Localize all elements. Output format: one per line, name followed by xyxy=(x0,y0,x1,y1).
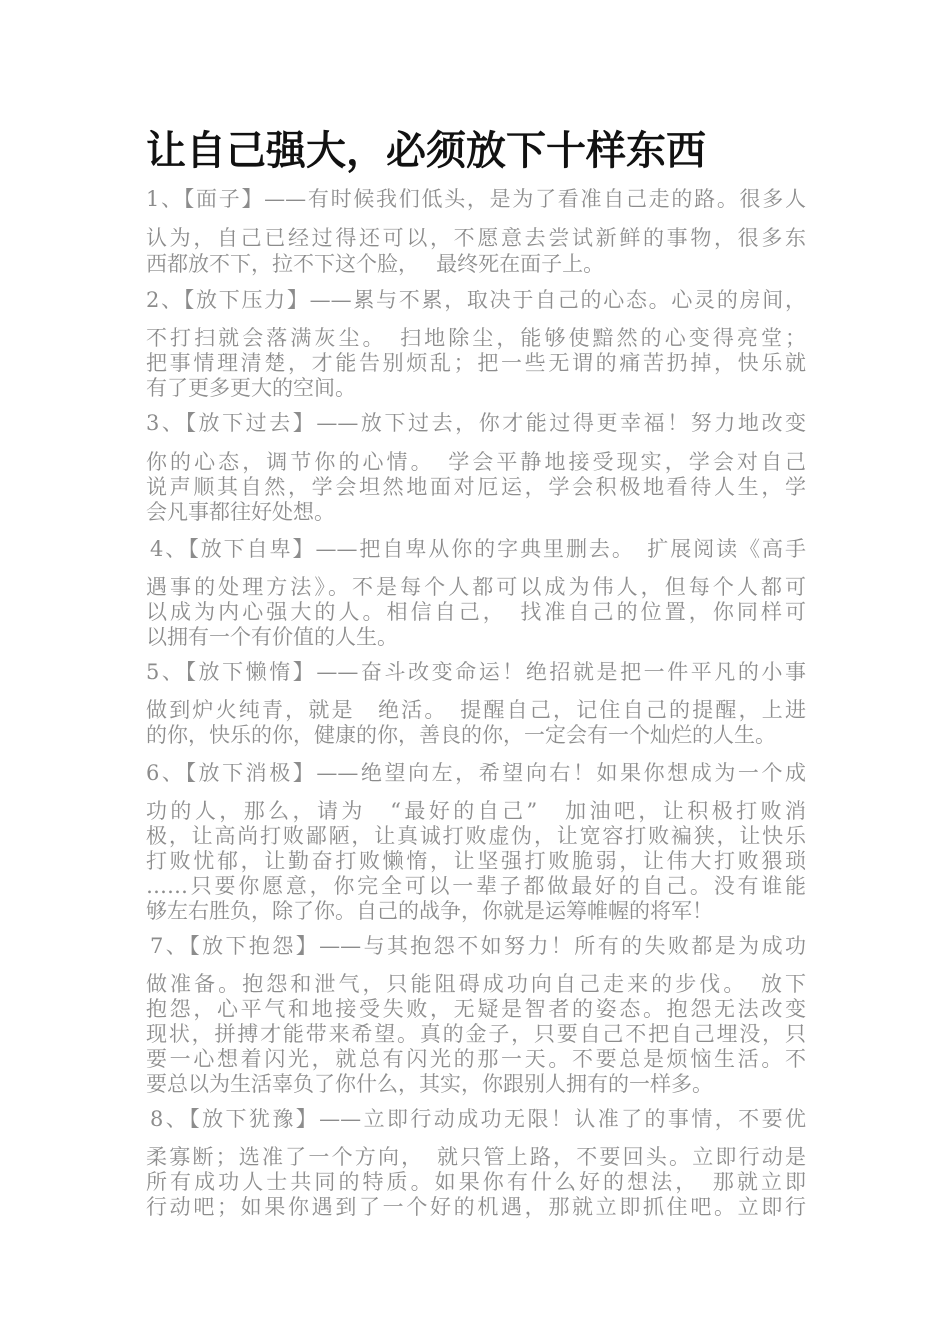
text-line: 说声顺其自然，学会坦然地面对厄运，学会积极地看待人生，学 xyxy=(146,475,806,499)
text-line: 1、【面子】——有时候我们低头，是为了看准自己走的路。很多人 xyxy=(146,187,806,211)
text-line: 6、【放下消极】——绝望向左，希望向右！如果你想成为一个成 xyxy=(146,761,806,785)
text-line: 做到炉火纯青，就是 绝活。 提醒自己，记住自己的提醒，上进 xyxy=(146,698,806,722)
text-line: 4、【放下自卑】——把自卑从你的字典里删去。 扩展阅读《高手 xyxy=(150,537,806,561)
text-line: 以拥有一个有价值的人生。 xyxy=(146,625,398,649)
text-line: 西都放不下，拉不下这个脸， 最终死在面子上。 xyxy=(146,252,605,276)
text-line: 行动吧；如果你遇到了一个好的机遇，那就立即抓住吧。立即行 xyxy=(146,1195,806,1219)
text-line: 3、【放下过去】——放下过去，你才能过得更幸福！努力地改变 xyxy=(146,411,806,435)
text-line: 够左右胜负，除了你。自己的战争，你就是运筹帷幄的将军！ xyxy=(146,899,713,923)
text-line: 做准备。抱怨和泄气，只能阻碍成功向自己走来的步伐。 放下 xyxy=(146,972,806,996)
page-title: 让自己强大，必须放下十样东西 xyxy=(146,128,706,174)
text-line: 8、【放下犹豫】——立即行动成功无限！认准了的事情，不要优 xyxy=(150,1107,806,1131)
text-line: 要一心想着闪光，就总有闪光的那一天。不要总是烦恼生活。不 xyxy=(146,1047,806,1071)
text-line: 抱怨，心平气和地接受失败，无疑是智者的姿态。抱怨无法改变 xyxy=(146,997,806,1021)
text-line: 把事情理清楚，才能告别烦乱；把一些无谓的痛苦扔掉，快乐就 xyxy=(146,351,806,375)
text-line: 2、【放下压力】——累与不累，取决于自己的心态。心灵的房间， xyxy=(146,288,806,312)
text-line: 不打扫就会落满灰尘。 扫地除尘，能够使黯然的心变得亮堂； xyxy=(146,326,806,350)
text-line: 认为，自己已经过得还可以，不愿意去尝试新鲜的事物，很多东 xyxy=(146,226,806,250)
text-line: 的你，快乐的你，健康的你，善良的你，一定会有一个灿烂的人生。 xyxy=(146,723,776,747)
text-line: 5、【放下懒惰】——奋斗改变命运！绝招就是把一件平凡的小事 xyxy=(146,660,806,684)
text-line: ……只要你愿意，你完全可以一辈子都做最好的自己。没有谁能 xyxy=(146,874,806,898)
text-line: 柔寡断；选准了一个方向， 就只管上路，不要回头。立即行动是 xyxy=(146,1145,806,1169)
text-line: 打败忧郁，让勤奋打败懒惰，让坚强打败脆弱，让伟大打败猥琐 xyxy=(146,849,806,873)
text-line: 遇事的处理方法》。不是每个人都可以成为伟人，但每个人都可 xyxy=(146,575,806,599)
text-line: 有了更多更大的空间。 xyxy=(146,376,356,400)
text-line: 极，让高尚打败鄙陋，让真诚打败虚伪，让宽容打败褊狭，让快乐 xyxy=(146,824,806,848)
text-line: 以成为内心强大的人。相信自己， 找准自己的位置，你同样可 xyxy=(146,600,806,624)
text-line: 所有成功人士共同的特质。如果你有什么好的想法， 那就立即 xyxy=(146,1170,806,1194)
text-line: 7、【放下抱怨】——与其抱怨不如努力！所有的失败都是为成功 xyxy=(150,934,806,958)
text-line: 你的心态，调节你的心情。 学会平静地接受现实，学会对自己 xyxy=(146,450,806,474)
text-line: 现状，拼搏才能带来希望。真的金子，只要自己不把自己埋没，只 xyxy=(146,1022,806,1046)
text-line: 功的人，那么，请为 “最好的自己” 加油吧，让积极打败消 xyxy=(146,799,806,823)
text-line: 会凡事都往好处想。 xyxy=(146,500,335,524)
text-line: 要总以为生活辜负了你什么，其实，你跟别人拥有的一样多。 xyxy=(146,1072,713,1096)
